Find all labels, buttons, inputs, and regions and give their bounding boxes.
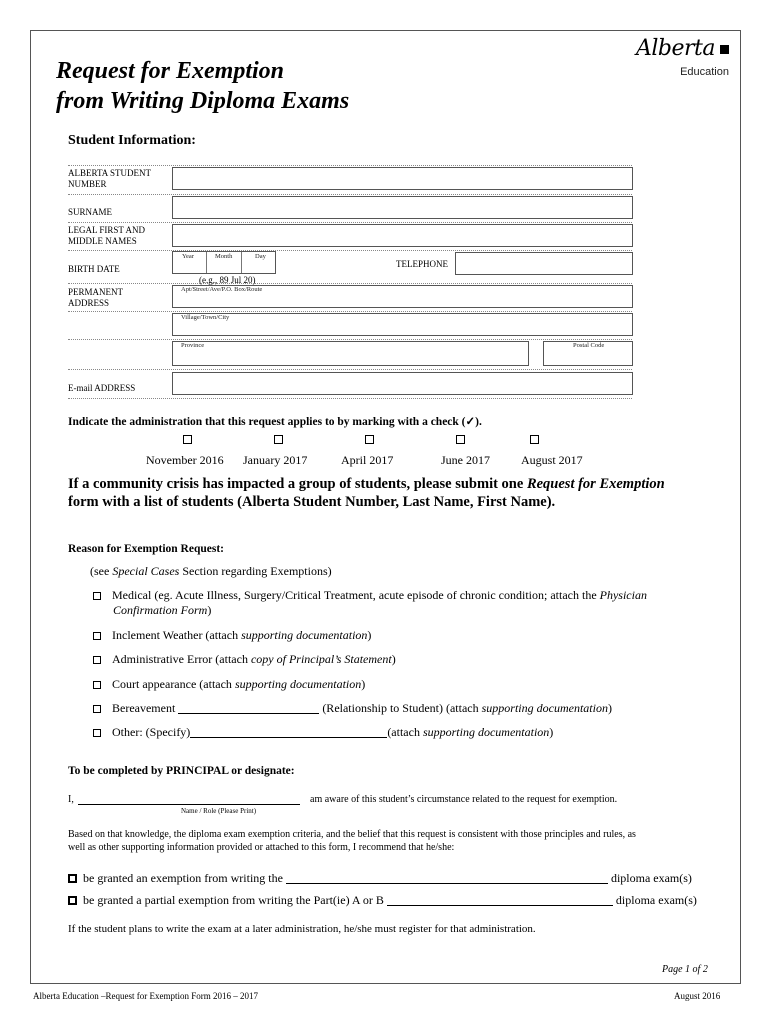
form-title-line1: Request for Exemption bbox=[56, 58, 285, 84]
given-names-input[interactable] bbox=[172, 224, 633, 247]
divider bbox=[68, 398, 632, 399]
reason-other-checkbox[interactable] bbox=[93, 729, 101, 737]
other-specify-field[interactable] bbox=[190, 725, 387, 738]
grant-partial-exemption: be granted a partial exemption from writing the Part(ie) A or B diploma exam(s) bbox=[68, 893, 697, 908]
email-input[interactable] bbox=[172, 372, 633, 395]
year-caption: Year bbox=[182, 253, 194, 260]
grant-partial-checkbox[interactable] bbox=[68, 896, 77, 905]
principal-basis-line2: well as other supporting information provided or attached to this form, I recommend that he/she: bbox=[68, 842, 455, 853]
telephone-label: TELEPHONE bbox=[396, 259, 448, 269]
logo-flag-icon bbox=[720, 45, 729, 54]
crisis-note-line2: form with a list of students (Alberta Student Number, Last Name, First Name). bbox=[68, 494, 556, 510]
footer-date: August 2016 bbox=[674, 991, 721, 1001]
admin-aug-2017-checkbox[interactable] bbox=[530, 435, 539, 444]
admin-option-label: August 2017 bbox=[521, 453, 583, 467]
street-hint: Apt/Street/Ave/P.O. Box/Route bbox=[181, 286, 263, 293]
divider bbox=[68, 311, 632, 312]
divider bbox=[241, 252, 242, 273]
reason-other: Other: (Specify) (attach supporting documentation) bbox=[93, 725, 553, 740]
later-registration-note: If the student plans to write the exam at a later administration, he/she must register for that administration. bbox=[68, 923, 536, 935]
reason-bereavement: Bereavement (Relationship to Student) (attach supporting documentation) bbox=[93, 701, 612, 716]
divider bbox=[68, 369, 632, 370]
admin-jan-2017-checkbox[interactable] bbox=[274, 435, 283, 444]
city-hint: Village/Town/City bbox=[181, 314, 230, 321]
divider bbox=[68, 165, 632, 166]
surname-input[interactable] bbox=[172, 196, 633, 219]
postal-code-hint: Postal Code bbox=[573, 342, 605, 349]
student-info-heading: Student Information: bbox=[68, 133, 196, 148]
principal-i-label: I, bbox=[68, 794, 74, 805]
province-hint: Province bbox=[181, 342, 205, 349]
footer-form-name: Alberta Education –Request for Exemption Form 2016 – 2017 bbox=[33, 991, 258, 1001]
day-caption: Day bbox=[255, 253, 266, 260]
admin-nov-2016-checkbox[interactable] bbox=[183, 435, 192, 444]
reason-bereavement-checkbox[interactable] bbox=[93, 705, 101, 713]
admin-apr-2017-checkbox[interactable] bbox=[365, 435, 374, 444]
province-input[interactable] bbox=[172, 341, 529, 366]
divider bbox=[68, 222, 632, 223]
principal-heading: To be completed by PRINCIPAL or designate: bbox=[68, 765, 295, 777]
reason-admin-error-checkbox[interactable] bbox=[93, 656, 101, 664]
grant-full-checkbox[interactable] bbox=[68, 874, 77, 883]
admin-option-label: November 2016 bbox=[146, 453, 224, 467]
reason-heading: Reason for Exemption Request: bbox=[68, 543, 224, 555]
given-names-label: LEGAL FIRST AND MIDDLE NAMES bbox=[68, 225, 146, 246]
surname-label: SURNAME bbox=[68, 207, 113, 217]
admin-option-label: April 2017 bbox=[341, 453, 394, 467]
grant-full-exemption: be granted an exemption from writing the diploma exam(s) bbox=[68, 871, 692, 886]
reason-court-checkbox[interactable] bbox=[93, 681, 101, 689]
divider bbox=[68, 283, 632, 284]
crisis-note-line1: If a community crisis has impacted a group of students, please submit one Request for Exemption bbox=[68, 476, 665, 492]
special-cases-note: (see Special Cases Section regarding Exemptions) bbox=[90, 564, 332, 578]
full-exam-field[interactable] bbox=[286, 871, 608, 884]
form-title-line2: from Writing Diploma Exams bbox=[56, 88, 350, 114]
principal-aware-text: am aware of this student’s circumstance related to the request for exemption. bbox=[310, 794, 618, 805]
admin-option-label: June 2017 bbox=[441, 453, 490, 467]
city-input[interactable] bbox=[172, 313, 633, 336]
page-number: Page 1 of 2 bbox=[662, 964, 708, 975]
partial-exam-field[interactable] bbox=[387, 893, 613, 906]
reason-admin-error: Administrative Error (attach copy of Principal’s Statement) bbox=[93, 652, 396, 667]
reason-medical: Medical (eg. Acute Illness, Surgery/Critical Treatment, acute episode of chronic condition; attach the Physician bbox=[93, 588, 647, 603]
logo-subtitle: Education bbox=[680, 66, 729, 78]
principal-basis-line1: Based on that knowledge, the diploma exam exemption criteria, and the belief that this request is consistent with those principles and rules, as bbox=[68, 829, 636, 840]
administration-instruction: Indicate the administration that this request applies to by marking with a check (✓). bbox=[68, 416, 482, 428]
divider bbox=[206, 252, 207, 273]
divider bbox=[68, 339, 632, 340]
logo-wordmark: Alberta bbox=[636, 36, 715, 61]
bereavement-relationship-field[interactable] bbox=[178, 701, 319, 714]
address-label: PERMANENT ADDRESS bbox=[68, 287, 124, 308]
reason-weather: Inclement Weather (attach supporting documentation) bbox=[93, 628, 371, 643]
month-caption: Month bbox=[215, 253, 233, 260]
divider bbox=[68, 250, 632, 251]
telephone-input[interactable] bbox=[455, 252, 633, 275]
admin-jun-2017-checkbox[interactable] bbox=[456, 435, 465, 444]
asn-input[interactable] bbox=[172, 167, 633, 190]
name-role-caption: Name / Role (Please Print) bbox=[181, 807, 257, 815]
email-label: E-mail ADDRESS bbox=[68, 383, 136, 393]
principal-name-field[interactable] bbox=[78, 804, 300, 805]
birth-date-label: BIRTH DATE bbox=[68, 264, 120, 274]
reason-court: Court appearance (attach supporting documentation) bbox=[93, 677, 365, 692]
reason-medical-cont: Confirmation Form) bbox=[113, 603, 212, 617]
divider bbox=[68, 194, 632, 195]
admin-option-label: January 2017 bbox=[243, 453, 308, 467]
reason-weather-checkbox[interactable] bbox=[93, 632, 101, 640]
reason-medical-checkbox[interactable] bbox=[93, 592, 101, 600]
asn-label: ALBERTA STUDENT NUMBER bbox=[68, 168, 151, 189]
birth-example: (e.g., 89 Jul 20) bbox=[199, 275, 256, 285]
alberta-education-logo bbox=[633, 36, 729, 82]
